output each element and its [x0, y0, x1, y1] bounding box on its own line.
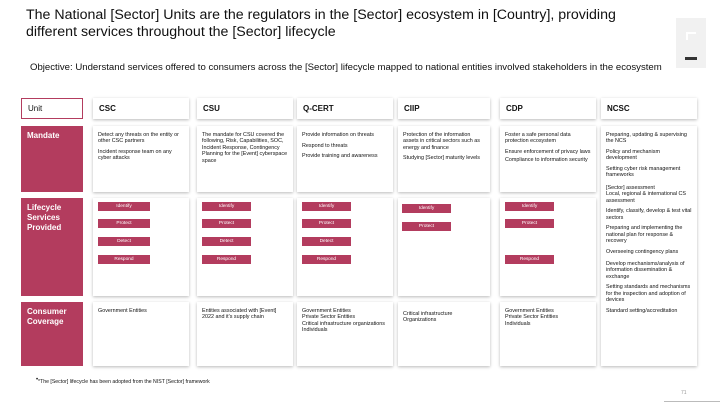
consumer-ciip-item: Critical infrastructure Organizations: [403, 311, 453, 324]
mandate-cdp-cell: [500, 126, 596, 192]
lifecycle-cdp-cell: [500, 198, 596, 296]
cdp-protect-tag: Protect: [505, 219, 554, 228]
consumer-qcert-item: Private Sector Entities: [302, 314, 356, 321]
mandate-ciip-item: Protection of the information assets in critical sectors such as energy and finance: [403, 132, 480, 151]
qcert-respond-tag: Respond: [302, 255, 351, 264]
consumer-ciip-cell: [398, 302, 490, 366]
mandate-ciip-cell: [398, 126, 490, 192]
ncsc-item: Preparing and implementing the national plan for response & recovery: [606, 225, 683, 245]
row-label-mandate: Mandate: [21, 126, 83, 192]
ncsc-item: Setting standards and mechanisms for the inspection and adoption of devices: [606, 284, 691, 304]
consumer-csc-cell: [93, 302, 189, 366]
cdp-identify-tag: Identify: [505, 202, 554, 211]
ncsc-item: Develop mechanisms/analysis of information dissemination & exchange: [606, 261, 685, 280]
header-unit: Unit: [21, 98, 83, 119]
consumer-qcert-cell: [297, 302, 393, 366]
csc-protect-tag: Protect: [98, 219, 150, 228]
header-cdp: CDP: [500, 98, 596, 119]
lifecycle-csc-cell: [93, 198, 189, 296]
ncsc-item: Identify, classify, develop & test vital sectors: [606, 208, 692, 221]
cdp-respond-tag: Respond: [505, 255, 554, 264]
footnote: *The [Sector] lifecycle has been adopted from the NIST [Sector] framework: [38, 379, 210, 385]
logo: [676, 18, 706, 68]
mandate-cdp-item: Compliance to information security: [505, 157, 588, 164]
consumer-cdp-cell: [500, 302, 596, 366]
consumer-csc-item: Government Entities: [98, 308, 147, 314]
ciip-identify-tag: Identify: [402, 204, 451, 213]
header-ncsc: NCSC: [601, 98, 697, 119]
mandate-ciip-item: Studying [Sector] maturity levels: [403, 155, 480, 162]
qcert-identify-tag: Identify: [302, 202, 351, 211]
row-label-consumer: Consumer Coverage: [21, 302, 83, 366]
ncsc-item: Preparing, updating & supervising the NCS: [606, 132, 687, 145]
lifecycle-csu-cell: [197, 198, 293, 296]
consumer-qcert-item: Individuals: [302, 327, 328, 334]
mandate-csc-cell: [93, 126, 189, 192]
ncsc-item: Local, regional & international CS assessment: [606, 191, 687, 204]
lifecycle-qcert-cell: [297, 198, 393, 296]
csc-respond-tag: Respond: [98, 255, 150, 264]
ncsc-item: Overseeing contingency plans: [606, 248, 679, 255]
page-number: 71: [681, 390, 687, 396]
consumer-csu-cell: [197, 302, 293, 366]
qcert-detect-tag: Detect: [302, 237, 351, 246]
header-qcert: Q-CERT: [297, 98, 393, 119]
consumer-cdp-item: Individuals: [505, 320, 531, 327]
ncsc-item: [Sector] assessment: [606, 184, 655, 191]
mandate-qcert-item: Provide training and awareness: [302, 153, 378, 160]
mandate-qcert-item: Respond to threats: [302, 142, 348, 149]
consumer-cdp-item: Private Sector Entities: [505, 314, 559, 321]
mandate-csc-item: Detect any threats on the entity or other CSC partners: [98, 132, 179, 145]
mandate-csu-cell: [197, 126, 293, 192]
row-label-lifecycle: Lifecycle Services Provided: [21, 198, 83, 296]
csu-respond-tag: Respond: [202, 255, 251, 264]
ncsc-item: Setting cyber risk management frameworks: [606, 166, 681, 179]
header-csc: CSC: [93, 98, 189, 119]
mandate-cdp-item: Foster a safe personal data protection ecosystem: [505, 132, 571, 145]
csu-detect-tag: Detect: [202, 237, 251, 246]
consumer-qcert-item: Government Entities: [302, 308, 351, 314]
csu-protect-tag: Protect: [202, 219, 251, 228]
csc-detect-tag: Detect: [98, 237, 150, 246]
csu-identify-tag: Identify: [202, 202, 251, 211]
csc-identify-tag: Identify: [98, 202, 150, 211]
ncsc-item: Policy and mechanism development: [606, 149, 660, 162]
consumer-csu-item: Entities associated with [Event] 2022 and it's supply chain: [202, 308, 277, 321]
mandate-csc-item: Incident response team on any cyber attacks: [98, 149, 172, 162]
consumer-cdp-item: Government Entities: [505, 308, 554, 314]
mandate-qcert-item: Provide information on threats: [302, 132, 374, 138]
footnote-bullet: •: [36, 377, 39, 383]
mandate-qcert-cell: [297, 126, 393, 192]
ncsc-cell: [601, 126, 697, 366]
logo-bar-icon: [685, 57, 697, 60]
objective-text: Objective: Understand services offered to consumers across the [Sector] lifecycle mapped to national entities involved stakeholders in the ecosystem: [30, 62, 662, 73]
mandate-cdp-item: Ensure enforcement of privacy laws: [505, 149, 591, 155]
ciip-protect-tag: Protect: [402, 222, 451, 231]
ncsc-item: Standard setting/accreditation: [606, 307, 678, 314]
page-title: The National [Sector] Units are the regulators in the [Sector] ecosystem in [Country], providing different services throughout the [Sector] lifecycle: [26, 7, 616, 40]
page-divider: [664, 401, 720, 402]
header-csu: CSU: [197, 98, 293, 119]
consumer-qcert-item: Critical infrastructure organizations: [302, 320, 385, 327]
qcert-protect-tag: Protect: [302, 219, 351, 228]
logo-mark-icon: [686, 32, 696, 40]
mandate-csu-item: The mandate for CSU covered the following, Risk, Capabilities, SOC, Incident Response, Contingency Planning for the [Event] cyberspace space: [202, 132, 288, 164]
header-ciip: CIIP: [398, 98, 490, 119]
